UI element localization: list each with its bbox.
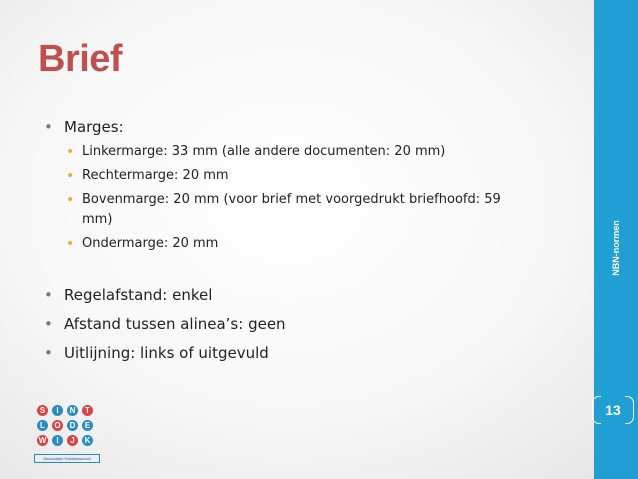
- logo-letter-grid: [34, 400, 98, 452]
- logo-letter-dot: I: [52, 405, 63, 416]
- logo-letter-dot: O: [52, 420, 63, 431]
- sub-bullet-text: Linkermarge: 33 mm (alle andere documenten: 20 mm): [82, 144, 446, 159]
- logo-letter-dot: I: [52, 435, 63, 446]
- slide-title: Brief: [38, 38, 123, 80]
- sub-bullet-text: • Bovenmarge: 20 mm (voor brief met voorgedrukt briefhoofd: 59: [82, 192, 501, 207]
- sub-bullet-text: Ondermarge: 20 mm: [82, 236, 219, 251]
- sub-bullet-rechtermarge: [42, 166, 572, 186]
- bullet-afstand-alineas: • Afstand tussen alinea’s: geen: [42, 313, 572, 335]
- sidebar-label: NBN-normen: [611, 220, 621, 276]
- logo-letter-dot: K: [82, 435, 93, 446]
- logo-letter-dot: J: [67, 435, 78, 446]
- logo-letter-dot: W: [38, 436, 47, 445]
- logo-letter-dot: D: [67, 420, 78, 431]
- logo-letter-dot: T: [82, 405, 93, 416]
- sub-bullet-text: Rechtermarge: 20 mm: [82, 168, 229, 183]
- slide-content: [42, 116, 572, 364]
- bullet-marges: • Marges:: [42, 116, 572, 138]
- sub-bullet-ondermarge: [42, 234, 572, 254]
- sub-bullet-bovenmarge: [42, 190, 572, 230]
- bullet-uitlijning: • Uitlijning: links of uitgevuld: [42, 342, 572, 364]
- page-number-box: [592, 396, 634, 424]
- logo-caption: Secundaire Handelsschool: [34, 454, 100, 463]
- logo-letter-dot: S: [37, 405, 48, 416]
- school-logo: [34, 400, 98, 476]
- logo-letter-dot: N: [67, 405, 78, 416]
- spacer: [42, 258, 572, 284]
- sub-bullet-text-continued: mm): [82, 212, 113, 227]
- bullet-group-marges: [42, 116, 572, 254]
- logo-letter-dot: E: [82, 420, 93, 431]
- bullet-regelafstand: • Regelafstand: enkel: [42, 284, 572, 306]
- page-number: 13: [605, 402, 621, 418]
- logo-letter-dot: L: [37, 420, 48, 431]
- sub-bullet-linkermarge: [42, 142, 572, 162]
